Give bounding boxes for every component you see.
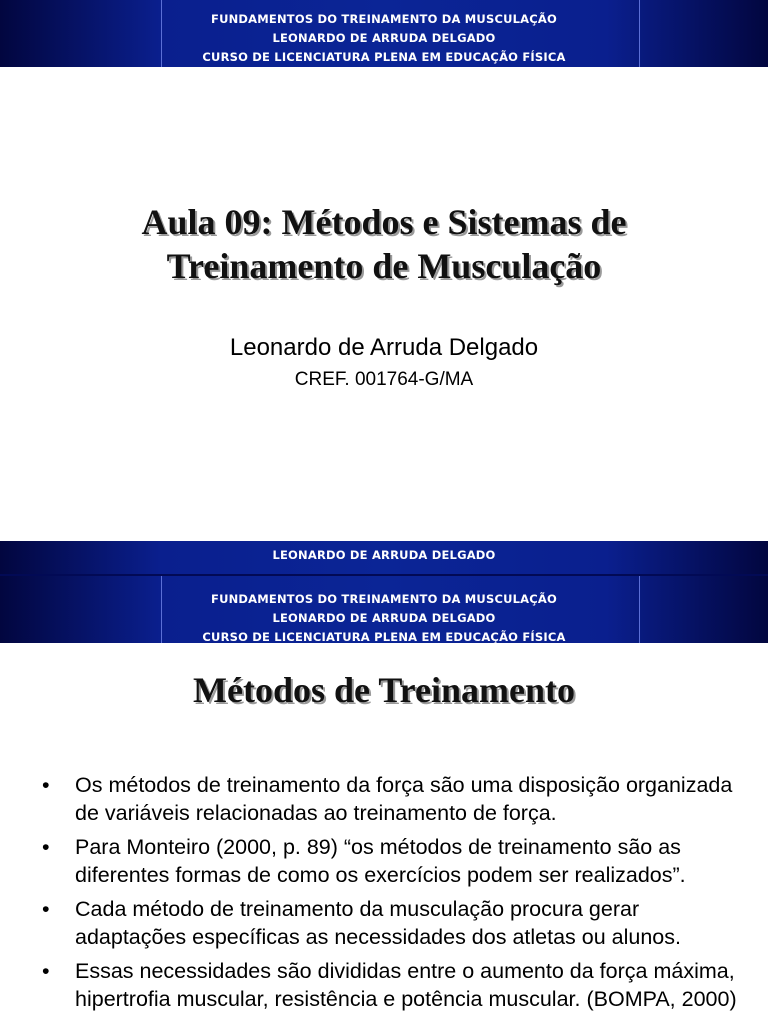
header-author: LEONARDO DE ARRUDA DELGADO: [272, 31, 496, 45]
header-course-title: FUNDAMENTOS DO TREINAMENTO DA MUSCULAÇÃO: [211, 592, 557, 606]
bullet-item: [42, 895, 742, 951]
header-program: CURSO DE LICENCIATURA PLENA EM EDUCAÇÃO FÍSICA: [202, 630, 566, 644]
header-course-title: FUNDAMENTOS DO TREINAMENTO DA MUSCULAÇÃO: [211, 12, 557, 26]
footer-author: LEONARDO DE ARRUDA DELGADO: [272, 548, 496, 562]
slide1-title: [0, 200, 768, 288]
slide1-title-line2: Treinamento de Musculação: [166, 246, 602, 286]
slide1-author-cref: CREF. 001764-G/MA: [294, 369, 474, 390]
bullet-item: [42, 957, 742, 1013]
slide2-header-band: [0, 574, 768, 643]
slide1-header-band: [0, 0, 768, 67]
slide1-footer-band: [0, 541, 768, 574]
slide1-author-name: Leonardo de Arruda Delgado: [229, 334, 539, 361]
bullet-dot-icon: •: [42, 959, 50, 983]
bullet-text: Para Monteiro (2000, p. 89) “os métodos de treinamento são as diferentes formas de como os exercícios podem ser realizados”.: [75, 835, 686, 887]
bullet-dot-icon: •: [42, 835, 50, 859]
slide2-title: Métodos de Treinamento: [193, 670, 575, 710]
header-program: CURSO DE LICENCIATURA PLENA EM EDUCAÇÃO FÍSICA: [202, 50, 566, 64]
bullet-text: Cada método de treinamento da musculação procura gerar adaptações específicas as necessidades dos atletas ou alunos.: [75, 897, 681, 949]
slide1-title-line1: Aula 09: Métodos e Sistemas de: [141, 202, 627, 242]
bullet-item: [42, 771, 742, 827]
slide2-bullet-list: [42, 771, 742, 1019]
bullet-dot-icon: •: [42, 773, 50, 797]
bullet-item: [42, 833, 742, 889]
bullet-text: Essas necessidades são divididas entre o aumento da força máxima, hipertrofia muscular, resistência e potência muscular. (BOMPA, 2000): [75, 959, 737, 1011]
bullet-dot-icon: •: [42, 897, 50, 921]
header-author: LEONARDO DE ARRUDA DELGADO: [272, 611, 496, 625]
bullet-text: Os métodos de treinamento da força são uma disposição organizada de variáveis relacionadas ao treinamento de força.: [75, 773, 733, 825]
